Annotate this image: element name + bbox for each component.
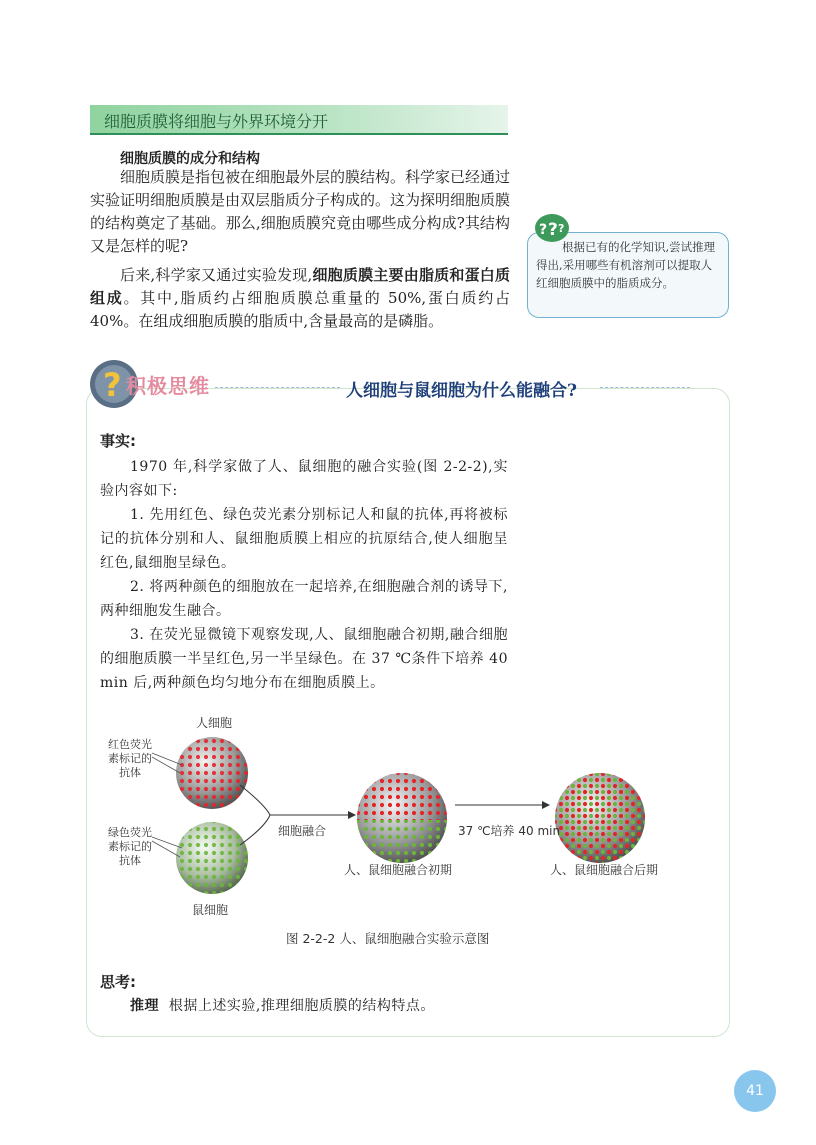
mouse-cell [174,820,250,896]
paragraph-2-start: 后来,科学家又通过实验发现, [120,266,313,284]
thinking-box-title: 积极思维 [126,374,210,398]
think-label: 思考: [100,973,136,991]
page-number: 41 [734,1070,776,1112]
late-fusion-label: 人、鼠细胞融合后期 [550,863,659,877]
cell-fusion-figure [90,705,710,920]
culture-label: 37 ℃培养 40 min [458,824,561,838]
late-fusion-cell [550,765,654,875]
reason-text: 根据上述实验,推理细胞质膜的结构特点。 [168,998,435,1014]
paragraph-2-bold: 细胞质膜主要由脂质和蛋白质组成 [90,266,510,307]
step-2: 2. 将两种颜色的细胞放在一起培养,在细胞融合剂的诱导下,两种细胞发生融合。 [100,579,508,619]
mouse-cell-label: 鼠细胞 [192,903,229,917]
human-cell [174,735,250,811]
fact-label: 事实: [100,432,136,450]
title-divider [215,387,340,388]
reasoning-line [130,995,435,1015]
red-label: 红色荧光素标记的抗体 [108,738,152,779]
paragraph-2 [90,264,510,333]
fusion-label: 细胞融合 [278,824,327,838]
subheading: 细胞质膜的成分和结构 [120,151,260,167]
early-fusion-label: 人、鼠细胞融合初期 [344,863,453,877]
paragraph-2-end: 。其中,脂质约占细胞质膜总重量的 50%,蛋白质约占 40%。在组成细胞质膜的脂质中,含量最高的是磷脂。 [90,289,510,330]
step-1: 1. 先用红色、绿色荧光素分别标记人和鼠的抗体,再将被标记的抗体分别和人、鼠细胞质膜上相应的抗原结合,使人细胞呈红色,鼠细胞呈绿色。 [100,507,508,571]
figure-caption: 图 2-2-2 人、鼠细胞融合实验示意图 [286,931,490,946]
svg-text:?: ? [558,222,565,235]
human-cell-label: 人细胞 [196,716,233,730]
paragraph-1: 细胞质膜是指包被在细胞最外层的膜结构。科学家已经通过实验证明细胞质膜是由双层脂质分子构成的。这为探明细胞质膜的结构奠定了基础。那么,细胞质膜究竟由哪些成分构成?其结构又是怎样的呢? [90,168,511,255]
margin-note-text: 根据已有的化学知识,尝试推理得出,采用哪些有机溶剂可以提取人红细胞质膜中的脂质成分。 [536,240,716,290]
section-title: 细胞质膜将细胞与外界环境分开 [104,112,329,131]
step-3: 3. 在荧光显微镜下观察发现,人、鼠细胞融合初期,融合细胞的细胞质膜一半呈红色,另一半呈绿色。在 37 ℃条件下培养 40 min 后,两种颜色均匀地分布在细胞质膜上。 [100,627,508,691]
title-divider-right [600,387,690,388]
svg-text:?: ? [103,366,122,404]
fact-intro: 1970 年,科学家做了人、鼠细胞的融合实验(图 2-2-2),实验内容如下: [100,459,508,499]
green-label: 绿色荧光素标记的抗体 [108,826,152,867]
svg-text:?: ? [539,222,548,238]
reason-label: 推理 [130,998,159,1014]
thinking-box-question: 人细胞与鼠细胞为什么能融合? [346,381,577,401]
svg-text:?: ? [548,220,558,240]
